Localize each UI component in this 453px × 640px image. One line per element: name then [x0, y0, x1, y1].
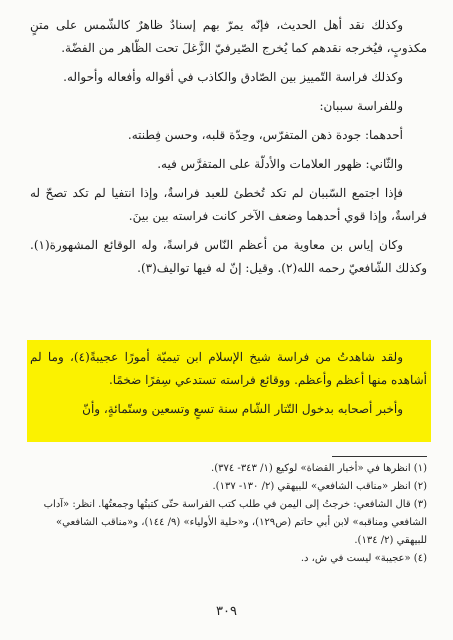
paragraph-both-causes: فإذا اجتمع السّببان لم تكد تُخطئ للعبد فراسةٌ، وإذا انتفيا لم تكد تصحّ له فراسةٌ، وإذا قوي أحدهما وضعف الآخر كانت فراسته بين بينَ.: [30, 186, 427, 223]
page-number: ٣٠٩: [216, 604, 237, 619]
paragraph-tatars: وأخبر أصحابه بدخول التّتار الشّام سنة تسعٍ وتسعين وستّمائةٍ، وأنّ: [82, 402, 403, 416]
footnote-1: (١) انظرها في «أخبار القضاة» لوكيع (١/ ٣٤٣- ٣٧٤).: [211, 463, 427, 474]
paragraph-two-causes: وللفراسة سببان:: [319, 99, 403, 113]
paragraph-hadith-critics: وكذلك نقد أهل الحديث، فإنّه يمرّ بهم إسنادٌ ظاهرٌ كالشّمس على متنٍ مكذوبٍ، فيُخرجه نقدهم كما يُخرج الصّيرفيّ الزَّغلَ تحت الظّاهر من الفضّة.: [30, 18, 427, 55]
paragraph-ibn-taymiyya: ولقد شاهدتُ من فراسة شيخ الإسلام ابن تيميّة أمورًا عجيبةً(٤)، وما لم أشاهده منها أعظم وأعظم. ووقائع فراسته تستدعي سِفرًا ضخمًا.: [30, 350, 427, 387]
footnote-4: (٤) «عجيبة» ليست في ش، د.: [300, 553, 427, 564]
paragraph-first-cause: أحدهما: جودة ذهن المتفرّس، وحِدّة قلبه، وحسن فِطنته.: [127, 128, 403, 142]
paragraph-second-cause: والثّاني: ظهور العلامات والأدلّة على المتفرَّس فيه.: [157, 157, 403, 171]
highlighted-text: [30, 346, 427, 427]
footnotes: [30, 460, 427, 568]
footnote-separator: [332, 456, 427, 457]
footnote-2: (٢) انظر «مناقب الشافعي» للبيهقي (٢/ ١٣٠- ١٣٧).: [212, 481, 427, 492]
footnote-3: (٣) قال الشافعي: خرجتُ إلى اليمن في طلب كتب الفراسة حتّى كتبتُها وجمعتُها. انظر: «آداب الشافعي ومناقبه» لابن أبي حاتم (ص١٢٩)، و«حلية الأولياء» (٩/ ١٤٤)، و«مناقب الشافعي» للبيهقي (٢/ ١٣٤).: [43, 499, 427, 546]
main-text: [30, 14, 427, 286]
paragraph-iyas: وكان إياس بن معاوية من أعظم النّاس فراسةً، وله الوقائع المشهورة(١). وكذلك الشّافعيّ رحمه الله(٢). وقيل: إنّ له فيها تواليف(٣).: [30, 238, 427, 275]
paragraph-distinguishing: وكذلك فراسة التّمييز بين الصّادق والكاذب في أقواله وأفعاله وأحواله.: [63, 70, 403, 84]
